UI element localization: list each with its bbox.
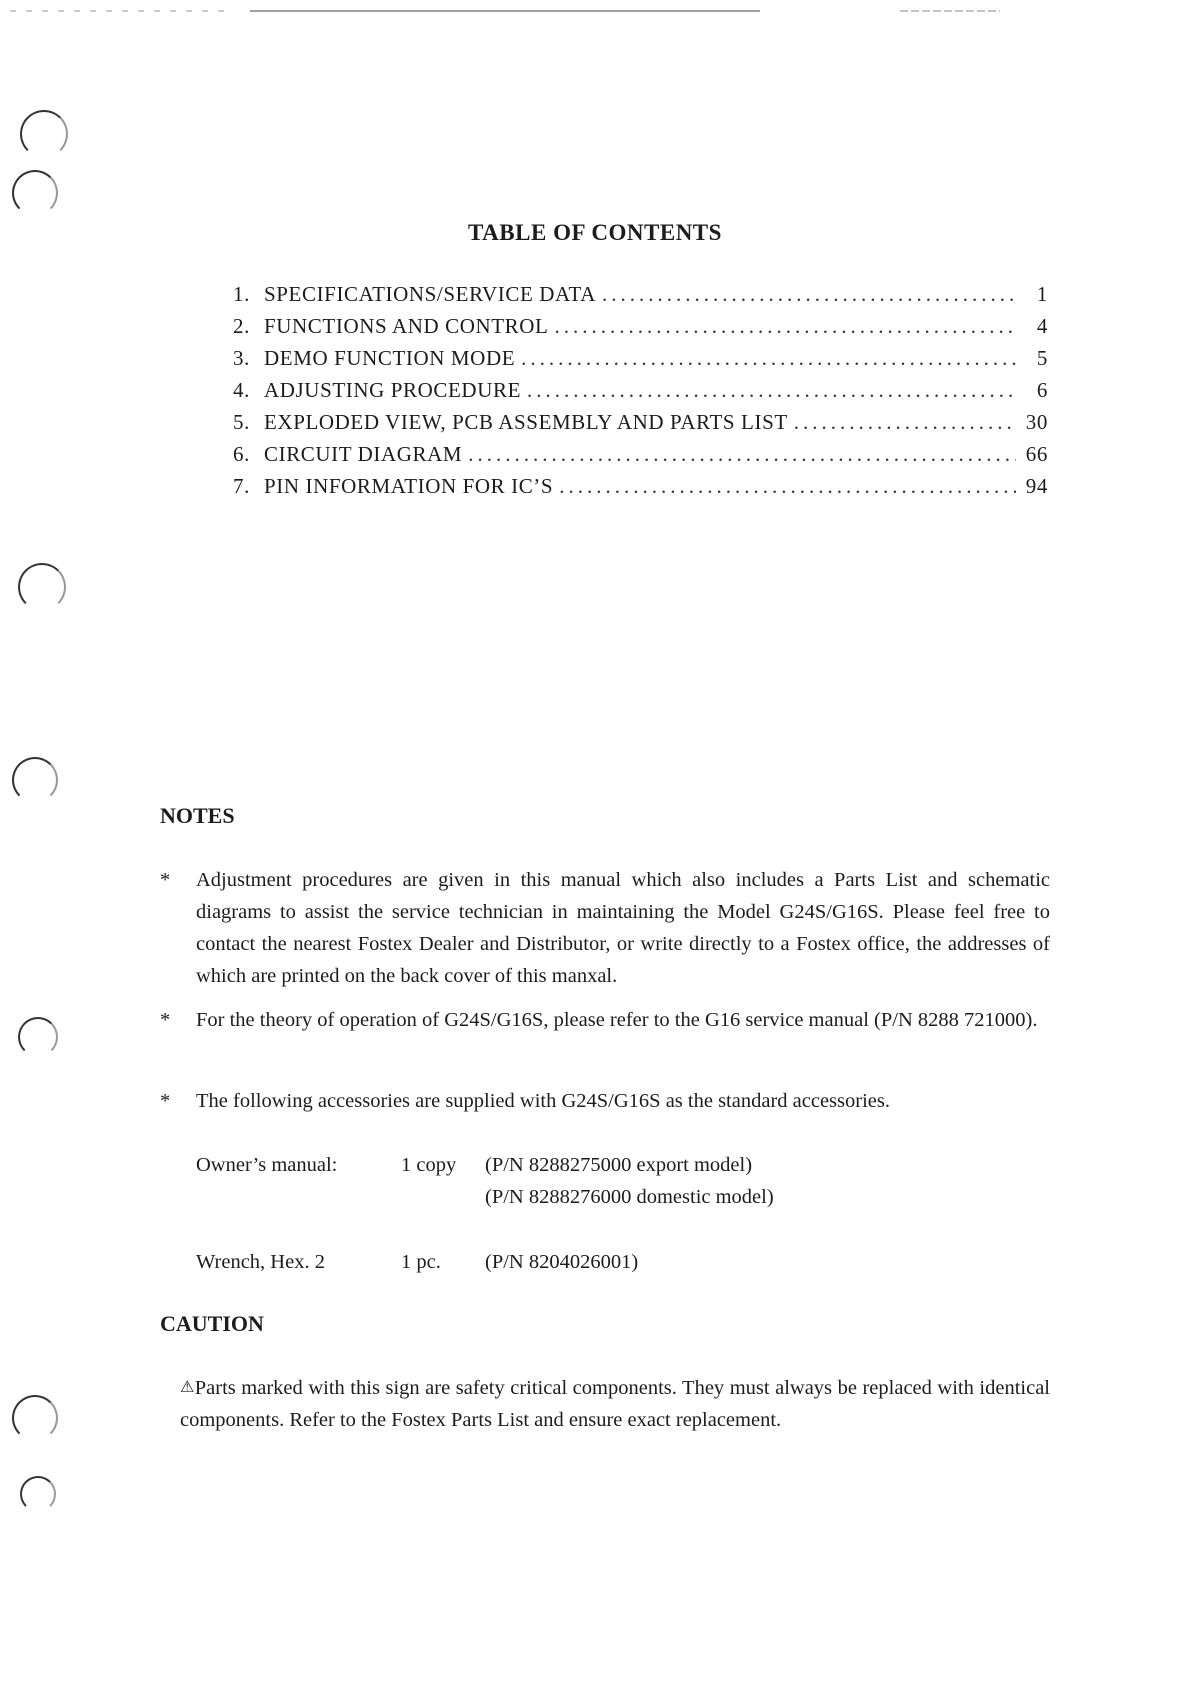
note-item [160,1004,1050,1036]
accessory-qty: 1 copy [401,1154,457,1176]
toc-leader-dots [559,474,1016,499]
note-item [160,864,1050,992]
note-text: The following accessories are supplied with G24S/G16S as the standard accessories. [196,1090,890,1112]
accessory-row [196,1246,638,1278]
toc-entry-number: 3. [233,346,250,370]
toc-entry-label: EXPLODED VIEW, PCB ASSEMBLY AND PARTS LIST [264,410,788,434]
toc-entry-label: PIN INFORMATION FOR IC’S [264,474,554,498]
punch-hole-3 [18,563,66,611]
caution-text: Parts marked with this sign are safety critical components. They must always be replaced with identical components. Refer to the Fostex Parts List and ensure exact replacement. [180,1377,1050,1431]
accessory-item [196,1181,401,1213]
punch-hole-5 [18,1017,58,1057]
note-item [160,1085,1050,1117]
toc-leader-dots [527,378,1016,403]
toc-entry-number: 1. [233,282,250,306]
toc-entry-label: FUNCTIONS AND CONTROL [264,314,549,338]
caution-text-block [180,1372,1050,1436]
toc-entry-page: 4 [1036,314,1048,338]
toc-entry-page: 94 [1025,474,1048,498]
note-bullet: * [160,1009,171,1031]
toc-entry-label: SPECIFICATIONS/SERVICE DATA [264,282,596,306]
punch-hole-7 [20,1476,56,1512]
accessory-row [196,1149,752,1181]
note-bullet: * [160,869,171,891]
accessory-item: Owner’s manual: [196,1154,338,1176]
toc-list [226,282,1048,506]
toc-leader-dots [602,282,1016,307]
toc-entry [226,442,1048,474]
toc-entry [226,282,1048,314]
accessory-part-number: (P/N 8288275000 export model) [485,1154,753,1176]
punch-hole-2 [12,170,58,216]
toc-title: TABLE OF CONTENTS [468,220,722,245]
toc-leader-dots [468,442,1016,467]
note-text: Adjustment procedures are given in this manual which also includes a Parts List and schematic diagrams to assist the service technician in maintaining the Model G24S/G16S. Please feel free to contact the nearest Fostex Dealer and Distributor, or write directly to a Fostex office, the addresses of which are printed on the back cover of this manxal. [196,869,1050,987]
toc-entry-number: 2. [233,314,250,338]
accessory-qty [401,1181,485,1213]
note-bullet: * [160,1090,171,1112]
toc-entry-number: 5. [233,410,250,434]
scan-edge-line [0,9,1190,13]
accessory-item: Wrench, Hex. 2 [196,1251,325,1273]
accessory-part-number: (P/N 8204026001) [485,1251,639,1273]
toc-entry [226,314,1048,346]
toc-entry-page: 1 [1036,282,1048,306]
toc-entry-label: CIRCUIT DIAGRAM [264,442,463,466]
toc-entry-page: 5 [1036,346,1048,370]
punch-hole-1 [20,110,68,158]
toc-entry-number: 6. [233,442,250,466]
warning-triangle-icon: ⚠ [180,1379,195,1396]
caution-heading: CAUTION [160,1311,264,1336]
toc-leader-dots [554,314,1016,339]
toc-entry-page: 6 [1036,378,1048,402]
notes-heading: NOTES [160,803,235,828]
note-text: For the theory of operation of G24S/G16S, please refer to the G16 service manual (P/N 8288 721000). [196,1009,1038,1031]
toc-entry-label: ADJUSTING PROCEDURE [264,378,522,402]
accessory-qty: 1 pc. [401,1251,441,1273]
toc-entry-label: DEMO FUNCTION MODE [264,346,516,370]
toc-entry [226,346,1048,378]
punch-hole-4 [12,757,58,803]
toc-entry-number: 7. [233,474,250,498]
toc-entry-page: 30 [1025,410,1048,434]
toc-entry [226,378,1048,410]
toc-entry-number: 4. [233,378,250,402]
toc-leader-dots [794,410,1016,435]
toc-entry-page: 66 [1025,442,1048,466]
toc-entry [226,474,1048,506]
accessory-part-number: (P/N 8288276000 domestic model) [485,1186,774,1208]
toc-leader-dots [521,346,1016,371]
punch-hole-6 [12,1395,58,1441]
accessory-row [196,1181,774,1213]
toc-entry [226,410,1048,442]
